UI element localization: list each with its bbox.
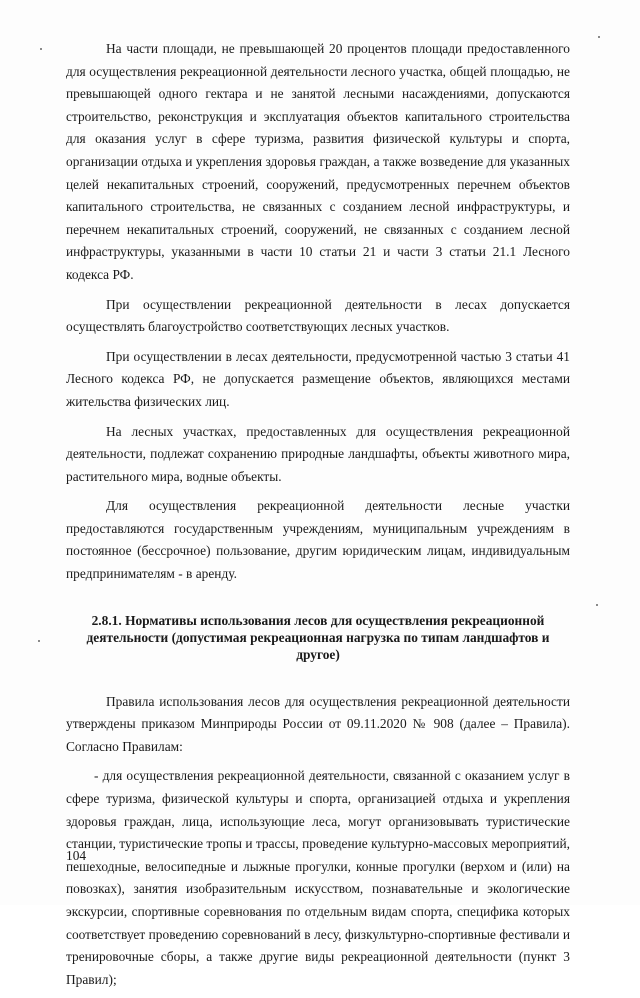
paragraph: При осуществлении рекреационной деятельности в лесах допускается осуществлять благоустройство соответствующих лесных участков. [66, 296, 570, 335]
paragraph: При осуществлении в лесах деятельности, предусмотренной частью 3 статьи 41 Лесного кодекса РФ, не допускается размещение объектов, являющихся местами жительства физических лиц. [66, 348, 570, 409]
scan-speck [596, 604, 598, 606]
page-number: 104 [66, 848, 87, 863]
document-body [66, 38, 570, 998]
paragraph: На лесных участках, предоставленных для осуществления рекреационной деятельности, подлежат сохранению природные ландшафты, объекты животного мира, растительного мира, водные объекты. [66, 423, 570, 484]
section-heading: 2.8.1. Нормативы использования лесов для осуществления рекреационной деятельности (допустимая рекреационная нагрузка по типам ландшафтов и другое) [86, 612, 550, 662]
scan-speck [40, 48, 42, 50]
paragraph: Для осуществления рекреационной деятельности лесные участки предоставляются государственным учреждениям, муниципальным учреждениям в постоянное (бессрочное) пользование, другим юридическим лицам, индивидуальным предпринимателям - в аренду. [66, 498, 570, 582]
scan-speck [598, 36, 600, 38]
paragraph: На части площади, не превышающей 20 процентов площади предоставленного для осуществления рекреационной деятельности лесного участка, общей площадью, не превышающей одного гектара и не занятой лесными насаждениями, допускаются строительство, реконструкция и эксплуатация объектов капитального строительства для оказания услуг в сфере туризма, развития физической культуры и спорта, организации отдыха и укрепления здоровья граждан, а также возведение для указанных целей некапитальных строений, сооружений, предусмотренных перечнем объектов капитального строительства, не связанных с созданием лесной инфраструктуры, и перечнем некапитальных строений, сооружений, не связанных с созданием лесной инфраструктуры, указанными в части 10 статьи 21 и части 3 статьи 21.1 Лесного кодекса РФ. [66, 41, 570, 282]
paragraph: Правила использования лесов для осуществления рекреационной деятельности утверждены приказом Минприроды России от 09.11.2020 № 908 (далее – Правила). Согласно Правилам: [66, 693, 570, 754]
bullet-paragraph: - для осуществления рекреационной деятельности, связанной с оказанием услуг в сфере туризма, физической культуры и спорта, организацией отдыха и укрепления здоровья граждан, лица, использующие леса, могут организовывать туристические станции, туристические тропы и трассы, проведение культурно-массовых мероприятий, пешеходные, велосипедные и лыжные прогулки, конные прогулки (верхом и (или) на повозках), занятия изобразительным искусством, познавательные и экологические экскурсии, спортивные соревнования по отдельным видам спорта, специфика которых соответствует проведению соревнований в лесу, физкультурно-спортивные фестивали и тренировочные сборы, а также другие виды рекреационной деятельности (пункт 3 Правил); [66, 768, 570, 987]
scan-speck [38, 640, 40, 642]
